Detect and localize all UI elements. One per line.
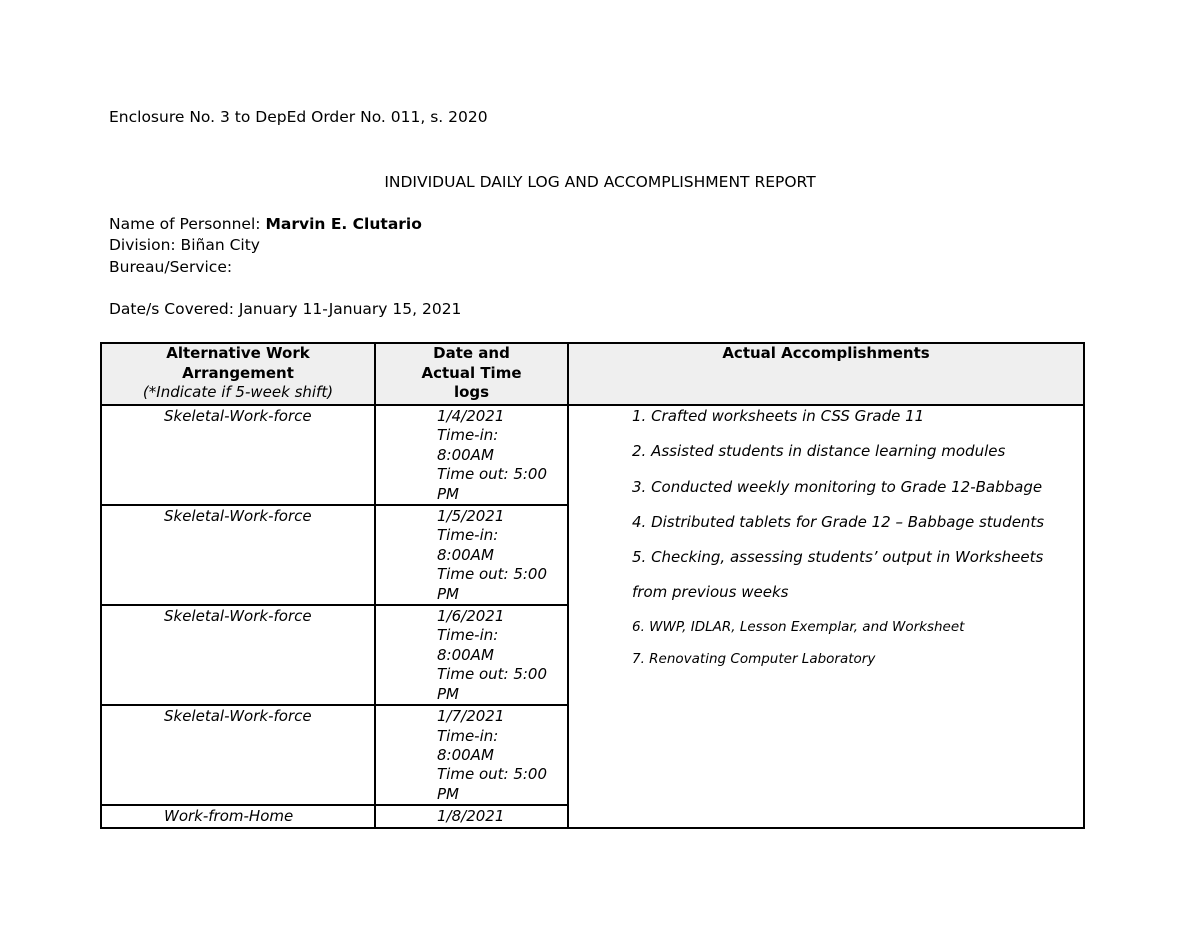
date: 1/8/2021 [437, 807, 505, 826]
arrangement-cell: Skeletal-Work-force [101, 505, 375, 605]
list-item: 5. Checking, assessing students’ output in Worksheets [632, 548, 1044, 567]
time-in-label: Time-in: [437, 726, 499, 745]
time-in: 8:00AM [437, 545, 494, 564]
date: 1/4/2021 [437, 407, 505, 425]
date-time-cell [375, 705, 568, 805]
time-out-pm: PM [437, 784, 459, 803]
division-line: Division: Biñan City [109, 236, 260, 254]
date: 1/6/2021 [437, 607, 505, 626]
time-in: 8:00AM [437, 645, 494, 664]
arrangement-cell: Work-from-Home [101, 805, 375, 827]
date-time-cell [375, 505, 568, 605]
arrangement-cell: Skeletal-Work-force [101, 605, 375, 705]
list-item: 2. Assisted students in distance learning modules [632, 442, 1006, 461]
time-in-label: Time-in: [437, 426, 499, 445]
table-header-row [101, 343, 1084, 405]
list-item: from previous weeks [632, 583, 789, 602]
date-time-cell [375, 805, 568, 827]
date-time-cell [375, 605, 568, 705]
time-in: 8:00AM [437, 445, 494, 464]
time-out-label: Time out: 5:00 [437, 565, 548, 584]
header-arrangement-line1: Alternative Work [166, 344, 310, 362]
time-in: 8:00AM [437, 745, 494, 764]
header-date-line1: Date and [433, 344, 510, 362]
time-out-label: Time out: 5:00 [437, 465, 548, 484]
accomplishments-cell [568, 405, 1084, 828]
header-arrangement-note: (*Indicate if 5-week shift) [142, 383, 334, 401]
personnel-name-line [109, 215, 422, 233]
date-time-cell [375, 405, 568, 505]
header-date-line3: logs [453, 383, 490, 401]
arrangement-cell: Skeletal-Work-force [101, 705, 375, 805]
bureau-line: Bureau/Service: [109, 258, 233, 276]
arrangement-cell: Skeletal-Work-force [101, 405, 375, 505]
date: 1/7/2021 [437, 707, 505, 726]
time-in-label: Time-in: [437, 626, 499, 645]
dates-covered-line: Date/s Covered: January 11-January 15, 2021 [109, 300, 462, 318]
list-item: 3. Conducted weekly monitoring to Grade 12-Babbage [632, 477, 1043, 496]
list-item: 4. Distributed tablets for Grade 12 – Babbage students [632, 512, 1045, 531]
list-item: 1. Crafted worksheets in CSS Grade 11 [632, 407, 925, 425]
header-accomplishments: Actual Accomplishments [568, 343, 1084, 405]
header-date-line2: Actual Time [421, 363, 522, 382]
table-row [101, 405, 1084, 505]
time-out-pm: PM [437, 684, 459, 703]
header-arrangement-line2: Arrangement [182, 363, 294, 382]
enclosure-reference: Enclosure No. 3 to DepEd Order No. 011, s. 2020 [109, 108, 488, 126]
time-out-pm: PM [437, 484, 459, 503]
time-out-label: Time out: 5:00 [437, 765, 548, 784]
header-date-time [375, 343, 568, 405]
time-out-pm: PM [437, 584, 459, 603]
daily-log-table [100, 342, 1085, 829]
time-in-label: Time-in: [437, 526, 499, 545]
header-arrangement [101, 343, 375, 405]
date: 1/5/2021 [437, 507, 505, 526]
list-item: 7. Renovating Computer Laboratory [632, 650, 876, 667]
time-out-label: Time out: 5:00 [437, 665, 548, 684]
personnel-name-label: Name of Personnel: [109, 215, 266, 233]
personnel-name-value: Marvin E. Clutario [265, 215, 422, 233]
report-title: INDIVIDUAL DAILY LOG AND ACCOMPLISHMENT REPORT [384, 173, 816, 191]
list-item: 6. WWP, IDLAR, Lesson Exemplar, and Worksheet [632, 618, 965, 635]
